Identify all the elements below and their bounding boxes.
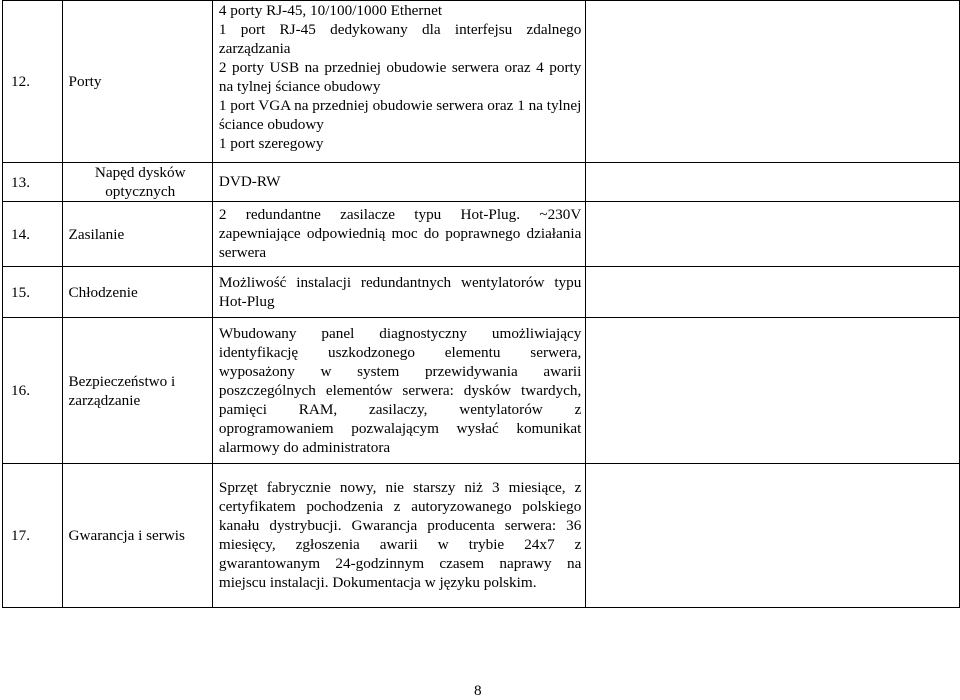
row-name: Zasilanie bbox=[62, 202, 212, 267]
row-name: Gwarancja i serwis bbox=[62, 464, 212, 608]
table-row bbox=[3, 1, 960, 163]
row-name: Napęd dysków optycznych bbox=[62, 163, 212, 202]
empty-cell bbox=[586, 464, 960, 608]
row-description: Sprzęt fabrycznie nowy, nie starszy niż 3 miesiące, z certyfikatem pochodzenia z autoryzowanego polskiego kanału dystrybucji. Gwarancja producenta serwera: 36 miesięcy, zgłoszenia awarii w trybie 24x7 z gwarantowanym 24-godzinnym czasem naprawy na miejscu instalacji. Dokumentacja w języku polskim. bbox=[212, 464, 585, 608]
empty-cell bbox=[586, 163, 960, 202]
row-description: Możliwość instalacji redundantnych wentylatorów typu Hot-Plug bbox=[212, 267, 585, 318]
port-line: 4 porty RJ-45, 10/100/1000 Ethernet bbox=[218, 2, 443, 19]
row-description: DVD-RW bbox=[212, 163, 585, 202]
row-number: 15. bbox=[3, 267, 63, 318]
table-row bbox=[3, 267, 960, 318]
port-line: 1 port RJ-45 dedykowany dla interfejsu zdalnego zarządzania bbox=[218, 21, 582, 57]
table-row bbox=[3, 318, 960, 464]
table-row bbox=[3, 202, 960, 267]
empty-cell bbox=[586, 267, 960, 318]
row-name: Chłodzenie bbox=[62, 267, 212, 318]
row-name: Porty bbox=[62, 1, 212, 163]
row-description: Wbudowany panel diagnostyczny umożliwiający identyfikację uszkodzonego elementu serwera, wyposażony w system przewidywania awarii poszczególnych elementów serwera: dysków twardych, pamięci RAM, zasilaczy, wentylatorów z oprogramowaniem pozwalającym wysłać komunikat alarmowy do administratora bbox=[212, 318, 585, 464]
empty-cell bbox=[586, 202, 960, 267]
empty-cell bbox=[586, 1, 960, 163]
row-description bbox=[212, 1, 585, 163]
port-line: 1 port szeregowy bbox=[218, 135, 324, 152]
row-number: 13. bbox=[3, 163, 63, 202]
row-name: Bezpieczeństwo i zarządzanie bbox=[62, 318, 212, 464]
spec-table bbox=[2, 0, 960, 608]
port-line: 1 port VGA na przedniej obudowie serwera oraz 1 na tylnej ściance obudowy bbox=[218, 97, 582, 133]
row-number: 14. bbox=[3, 202, 63, 267]
port-line: 2 porty USB na przedniej obudowie serwera oraz 4 porty na tylnej ściance obudowy bbox=[218, 59, 582, 95]
row-number: 16. bbox=[3, 318, 63, 464]
row-description: 2 redundantne zasilacze typu Hot-Plug. ~230V zapewniające odpowiednią moc do poprawnego działania serwera bbox=[212, 202, 585, 267]
table-row bbox=[3, 464, 960, 608]
empty-cell bbox=[586, 318, 960, 464]
row-number: 12. bbox=[3, 1, 63, 163]
table-row bbox=[3, 163, 960, 202]
page-number: 8 bbox=[474, 682, 482, 699]
row-number: 17. bbox=[3, 464, 63, 608]
